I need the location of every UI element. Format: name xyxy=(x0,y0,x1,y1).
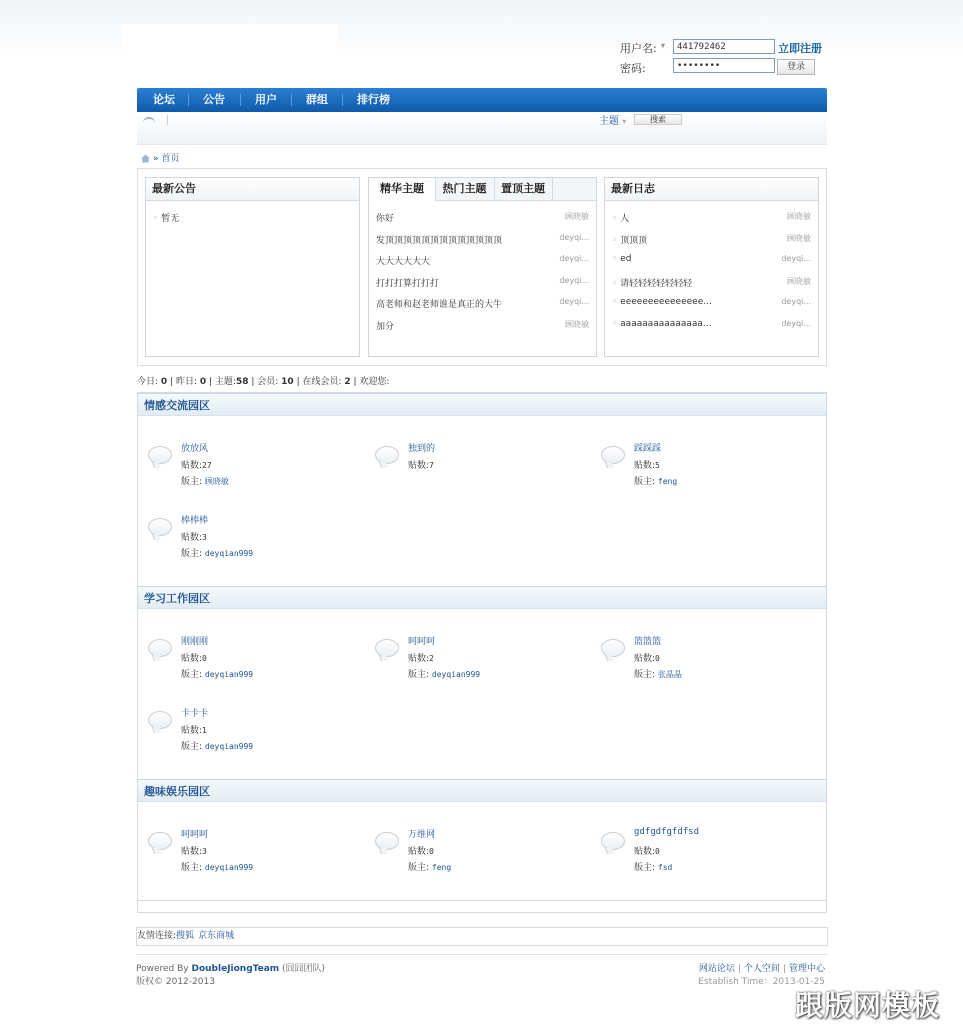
topics-tabs xyxy=(369,178,596,201)
list-item[interactable]: ◦ 请轻轻轻轻轻轻轻 顾晓敏 xyxy=(612,276,811,290)
breadcrumb xyxy=(141,151,179,164)
board-item[interactable] xyxy=(375,832,575,882)
list-item[interactable]: ◦ 顶顶顶 顾晓敏 xyxy=(612,233,811,247)
board-posts: 贴数:1 xyxy=(181,726,207,736)
board-name[interactable]: 呵呵呵 xyxy=(408,637,436,647)
breadcrumb-current[interactable]: » 首页 xyxy=(153,154,180,164)
list-item[interactable]: ◦ ed deyqi... xyxy=(612,254,811,268)
board-moderator: 版主: 张晶晶 xyxy=(634,670,682,680)
board-item[interactable] xyxy=(148,639,348,689)
announcements-panel xyxy=(145,177,360,357)
board-moderator: 版主: deyqian999 xyxy=(181,742,254,752)
board-moderator: 版主: feng xyxy=(408,863,452,873)
username-input[interactable]: 441792462 xyxy=(673,39,775,54)
list-item[interactable]: 大大大大大大 deyqi... xyxy=(376,254,589,267)
board-item[interactable] xyxy=(601,639,801,689)
list-item[interactable]: ◦ aaaaaaaaaaaaaaa... deyqi... xyxy=(612,319,811,333)
list-item[interactable]: 你好 顾晓敏 xyxy=(376,212,589,224)
watermark: 跟版网模板 xyxy=(795,989,941,1022)
login-button[interactable]: 登录 xyxy=(777,59,815,75)
register-link[interactable]: 立即注册 xyxy=(778,42,822,55)
board-posts: 贴数:3 xyxy=(181,847,207,857)
board-posts: 贴数:0 xyxy=(634,654,660,664)
copyright: 版权© 2012-2013 xyxy=(136,977,215,987)
board-bubble-icon xyxy=(375,446,399,464)
list-item[interactable]: 高老师和赵老师谁是真正的大牛 deyqi... xyxy=(376,297,589,310)
board-bubble-icon xyxy=(148,518,172,536)
tab-hot[interactable]: 热门主题 xyxy=(435,178,495,200)
search-input[interactable] xyxy=(167,115,170,125)
list-item[interactable]: 打打打算打打打 deyqi... xyxy=(376,276,589,289)
password-label: 密码: xyxy=(620,62,646,75)
board-moderator: 版主: deyqian999 xyxy=(181,670,254,680)
list-item[interactable]: 加分 顾晓敏 xyxy=(376,320,589,332)
board-bubble-icon xyxy=(375,832,399,850)
board-name[interactable]: 刚刚刚 xyxy=(181,637,209,647)
board-posts: 贴数:7 xyxy=(408,461,434,471)
topics-panel xyxy=(368,177,597,357)
username-dropdown-icon[interactable]: ▾ xyxy=(661,41,666,50)
board-moderator: 版主: deyqian999 xyxy=(181,863,254,873)
password-input[interactable]: •••••••• xyxy=(673,58,775,73)
board-item[interactable] xyxy=(601,446,801,496)
board-item[interactable] xyxy=(375,639,575,689)
nav-users[interactable]: 用户 xyxy=(255,93,277,106)
board-name[interactable]: gdfgdfgfdfsd xyxy=(634,827,700,837)
nav-divider xyxy=(291,94,292,106)
board-name[interactable]: 独到的 xyxy=(408,444,436,454)
section-divider xyxy=(138,900,826,901)
search-bar xyxy=(137,112,827,145)
footer-link-admin[interactable]: 管理中心 xyxy=(788,964,825,974)
board-bubble-icon xyxy=(148,446,172,464)
board-bubble-icon xyxy=(148,639,172,657)
board-posts: 贴数:0 xyxy=(181,654,207,664)
board-name[interactable]: 卡卡卡 xyxy=(181,709,209,719)
refresh-icon[interactable] xyxy=(143,117,155,127)
nav-divider xyxy=(342,94,343,106)
tab-featured[interactable]: 精华主题 xyxy=(369,178,436,201)
board-bubble-icon xyxy=(375,639,399,657)
board-moderator: 版主: 顾晓敏 xyxy=(181,477,229,487)
search-button[interactable]: 搜索 xyxy=(634,114,682,125)
board-moderator: 版主: deyqian999 xyxy=(408,670,481,680)
board-bubble-icon xyxy=(601,639,625,657)
board-posts: 贴数:0 xyxy=(634,847,660,857)
section-header[interactable]: 学习工作园区 xyxy=(138,586,826,609)
board-name[interactable]: 万维网 xyxy=(408,830,436,840)
board-item[interactable] xyxy=(148,446,348,496)
footer-divider xyxy=(136,954,828,955)
board-posts: 贴数:2 xyxy=(408,654,434,664)
list-item[interactable]: ◦ 暂无 xyxy=(153,211,352,225)
footer-link-forum[interactable]: 网站论坛 xyxy=(698,964,735,974)
board-item[interactable] xyxy=(148,518,348,568)
footer-links: 网站论坛 | 个人空间 | 管理中心 Establish Time：2013-01-25 xyxy=(698,964,825,987)
board-bubble-icon xyxy=(601,446,625,464)
footer-credits: Powered By DoubleJiongTeam (囧囧团队) 版权© 2012-2013 xyxy=(136,964,326,987)
nav-forum[interactable]: 论坛 xyxy=(153,93,175,106)
board-posts: 贴数:0 xyxy=(408,847,434,857)
board-item[interactable] xyxy=(148,832,348,882)
friend-link[interactable]: 搜狐 xyxy=(176,931,195,941)
logs-panel xyxy=(604,177,819,357)
logs-title: 最新日志 xyxy=(605,178,818,201)
nav-groups[interactable]: 群组 xyxy=(306,93,328,106)
list-item[interactable]: 发顶顶顶顶顶顶顶顶顶顶顶顶顶 deyqi... xyxy=(376,233,589,246)
board-bubble-icon xyxy=(601,832,625,850)
establish-time: Establish Time：2013-01-25 xyxy=(698,977,825,987)
nav-rankings[interactable]: 排行榜 xyxy=(357,93,390,106)
logo-area xyxy=(122,24,337,54)
section-header[interactable]: 情感交流园区 xyxy=(138,393,826,416)
list-item[interactable]: ◦ 人 顾晓敏 xyxy=(612,211,811,225)
list-item[interactable]: ◦ eeeeeeeeeeeeeee... deyqi... xyxy=(612,297,811,311)
home-icon[interactable] xyxy=(141,155,150,163)
nav-announcements[interactable]: 公告 xyxy=(203,93,225,106)
board-name[interactable]: 放放风 xyxy=(181,444,209,454)
board-moderator: 版主: feng xyxy=(634,477,678,487)
board-name[interactable]: 棒棒棒 xyxy=(181,516,209,526)
tab-pinned[interactable]: 置顶主题 xyxy=(494,178,553,200)
board-moderator: 版主: fsd xyxy=(634,863,673,873)
board-item[interactable] xyxy=(375,446,575,496)
footer-link-space[interactable]: 个人空间 xyxy=(743,964,780,974)
announcements-title: 最新公告 xyxy=(146,178,359,201)
board-bubble-icon xyxy=(148,711,172,729)
friend-links xyxy=(136,927,828,946)
board-name[interactable]: 篮篮篮 xyxy=(634,637,662,647)
board-name[interactable]: 呵呵呵 xyxy=(181,830,209,840)
board-bubble-icon xyxy=(148,832,172,850)
board-item[interactable] xyxy=(601,827,801,882)
username-label: 用户名: xyxy=(620,42,657,55)
section-header[interactable]: 趣味娱乐园区 xyxy=(138,779,826,802)
forum-stats: 今日: 0 | 昨日: 0 | 主题:58 | 会员: 10 | 在线会员: 2 | 欢迎您: xyxy=(137,377,390,387)
board-name[interactable]: 踩踩踩 xyxy=(634,444,662,454)
search-type-select[interactable]: 主题 ▾ xyxy=(599,116,627,127)
nav-divider xyxy=(240,94,241,106)
board-posts: 贴数:5 xyxy=(634,461,660,471)
main-nav xyxy=(137,88,827,112)
board-posts: 贴数:3 xyxy=(181,533,207,543)
friend-links-label: 友情连接: xyxy=(137,931,177,941)
board-moderator: 版主: deyqian999 xyxy=(181,549,254,559)
friend-link[interactable]: 京东商城 xyxy=(198,931,235,941)
board-posts: 贴数:27 xyxy=(181,461,212,471)
board-item[interactable] xyxy=(148,711,348,761)
brand-link[interactable]: DoubleJiongTeam xyxy=(191,964,280,974)
nav-divider xyxy=(188,94,189,106)
